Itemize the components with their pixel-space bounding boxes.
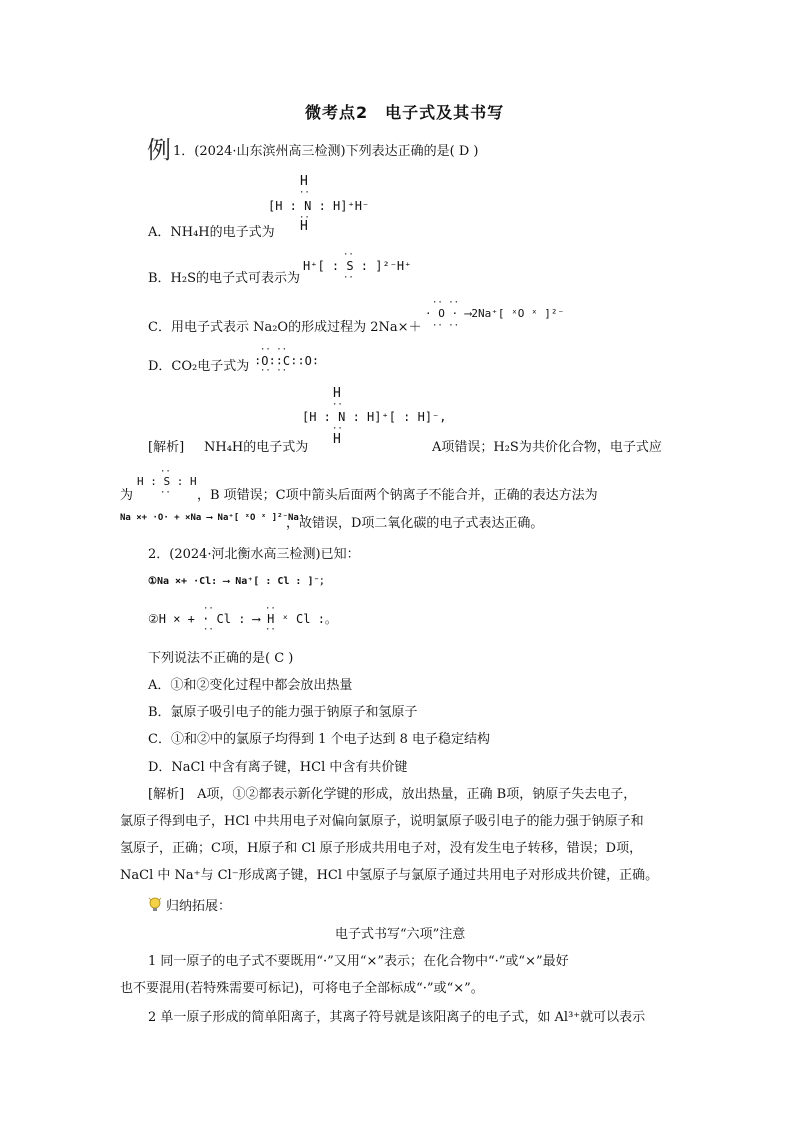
q1-optA: A．NH₄H的电子式为 bbox=[148, 225, 275, 240]
example-mark: 例 bbox=[147, 136, 171, 164]
q1-analysis-line3b: ，故错误，D项二氧化碳的电子式表达正确。 bbox=[286, 516, 544, 531]
q2-stem: 2．(2024·河北衡水高三检测)已知： bbox=[148, 547, 360, 562]
summary-heading: 电子式书写“六项”注意 bbox=[335, 927, 466, 942]
q1-analysis-line1b: A项错误；H₂S为共价化合物，电子式应 bbox=[432, 440, 662, 455]
summary-p1-line2: 也不要混用(若特殊需要可标记)，可将电子全部标成“·”或“×”。 bbox=[120, 981, 484, 996]
lightbulb-icon bbox=[148, 897, 160, 911]
page-title: 微考点2 电子式及其书写 bbox=[305, 103, 505, 122]
q2-option-c: C．①和②中的氯原子均得到 1 个电子达到 8 电子稳定结构 bbox=[148, 732, 491, 747]
q1-analysis-line2a: 为 bbox=[120, 488, 134, 503]
q2-analysis-line: 氯原子得到电子，HCl 中共用电子对偏向氯原子，说明氯原子吸引电子的能力强于钠原子和 bbox=[120, 814, 644, 829]
q2-option-b: B．氯原子吸引电子的能力强于钠原子和氢原子 bbox=[148, 705, 418, 720]
q1-optB: B．H₂S的电子式可表示为 bbox=[148, 271, 301, 286]
q1-optC: C．用电子式表示 Na₂O的形成过程为 2Na×＋ bbox=[148, 320, 422, 335]
q1-optD: D．CO₂电子式为 bbox=[148, 359, 250, 374]
q2-analysis-line: 氢原子，正确；C项，H原子和 Cl 原子形成共用电子对，没有发生电子转移，错误；D项， bbox=[120, 841, 643, 856]
q1-stem: 1．(2024·山东滨州高三检测)下列表达正确的是( D ) bbox=[173, 144, 479, 159]
q2-question: 下列说法不正确的是( C ) bbox=[148, 651, 294, 666]
summary-p1-line1: 1 同一原子的电子式不要既用“·”又用“×”表示；在化合物中“·”或“×”最好 bbox=[148, 954, 569, 969]
q2-analysis-line: NaCl 中 Na⁺与 Cl⁻形成离子键，HCl 中氢原子与氯原子通过共用电子对形成共价键，正确。 bbox=[120, 868, 659, 883]
summary-p2: 2 单一原子形成的简单阳离子，其离子符号就是该阳离子的电子式，如 Al³⁺就可以表示 bbox=[148, 1010, 646, 1025]
q2-option-d: D．NaCl 中含有离子键，HCl 中含有共价键 bbox=[148, 760, 408, 775]
q1-analysis-label: [解析] bbox=[148, 440, 185, 455]
q2-analysis-line: [解析] A项，①②都表示新化学键的形成，放出热量，正确 B项，钠原子失去电子， bbox=[148, 787, 637, 802]
q1-analysis-line2b: ，B 项错误；C项中箭头后面两个钠离子不能合并，正确的表达方法为 bbox=[197, 488, 598, 503]
q1-analysis-line1a: NH₄H的电子式为 bbox=[204, 440, 309, 455]
summary-label: 归纳拓展： bbox=[166, 899, 232, 914]
q1-analysis-h2s: H : S : H bbox=[137, 475, 197, 488]
q2-eq1: ①Na ×+ ·Cl: ⟶ Na⁺[ : Cl : ]⁻； bbox=[148, 576, 330, 587]
q1-analysis-na2o-formula: Na ×+ ·O· + ×Na ⟶ Na⁺[ ˣO ˣ ]²⁻Na⁺ bbox=[120, 513, 305, 523]
q2-option-a: A．①和②变化过程中都会放出热量 bbox=[148, 678, 353, 693]
q2-eq2: ②H × + · Cl : ⟶ H ˣ Cl :。 bbox=[148, 612, 337, 626]
